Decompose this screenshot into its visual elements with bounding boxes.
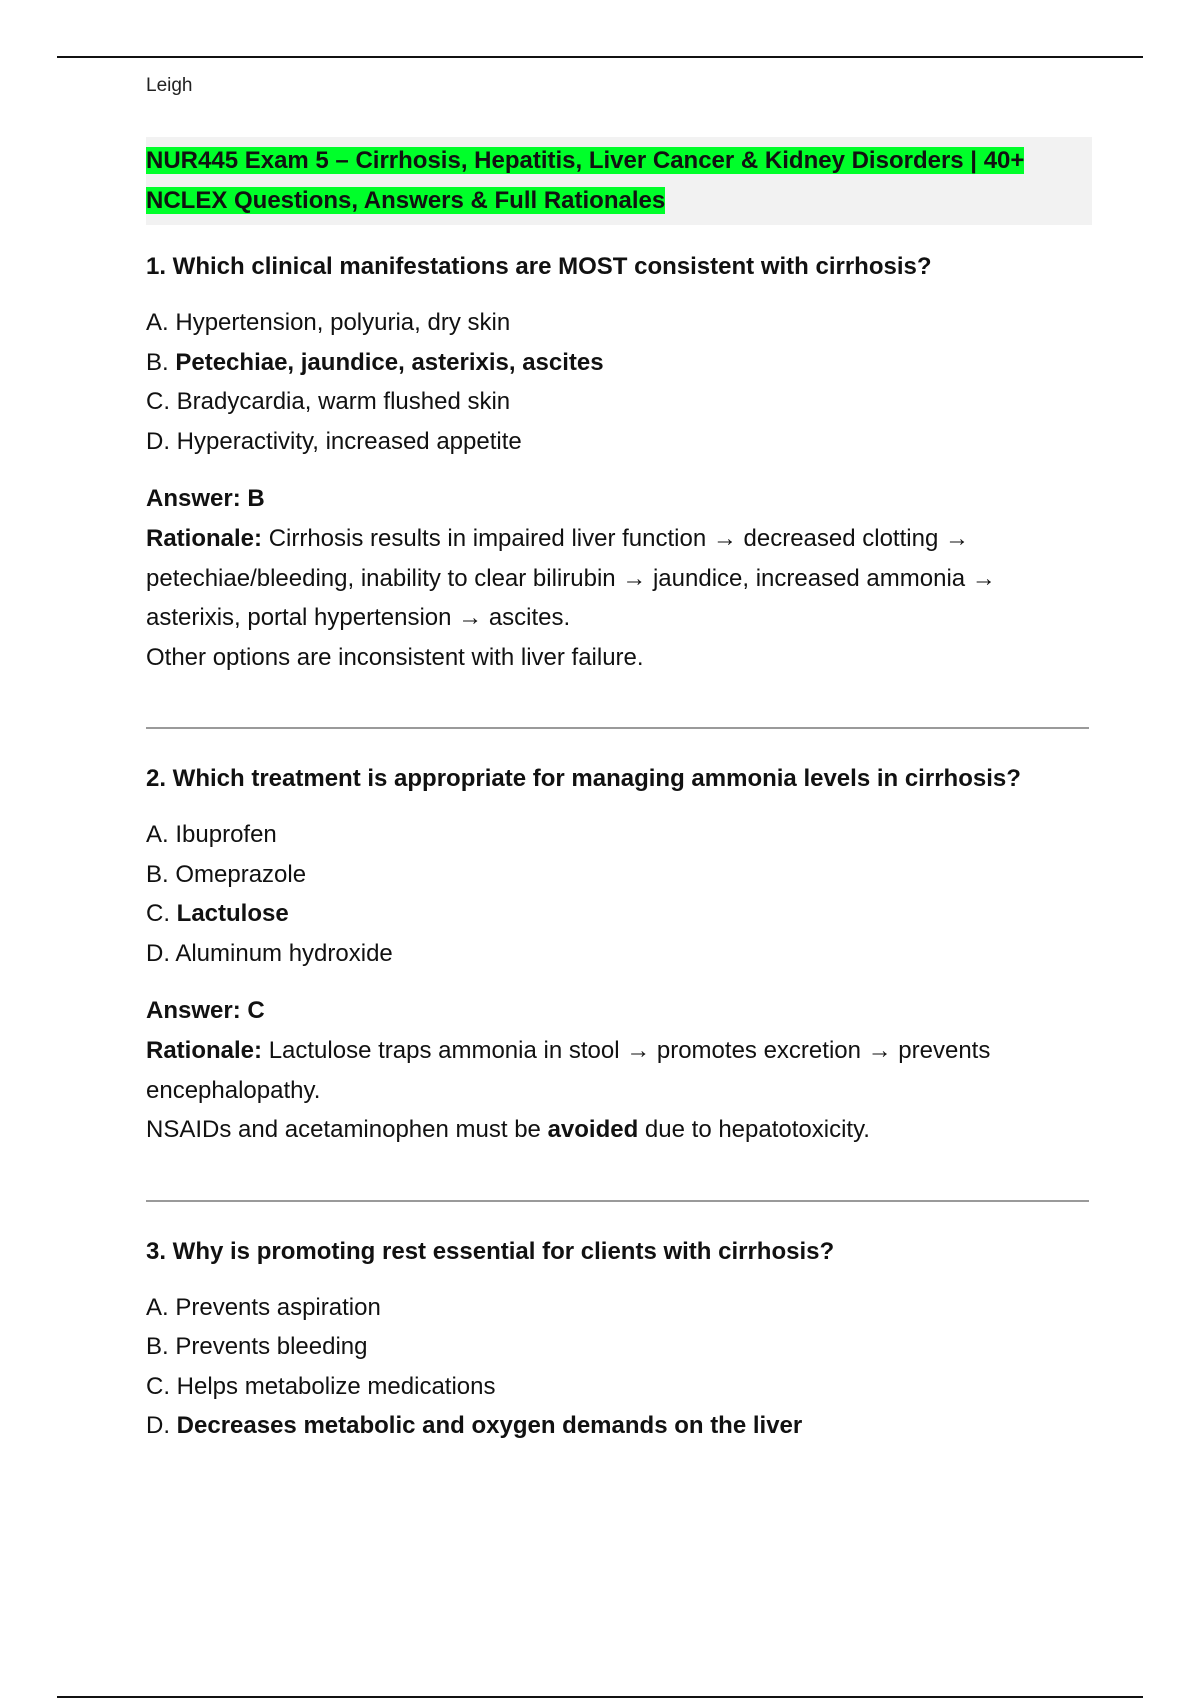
option-b: B. Omeprazole [146, 860, 307, 888]
option-a: A. Hypertension, polyuria, dry skin [146, 309, 511, 336]
option-b: B. Petechiae, jaundice, asterixis, ascites [146, 348, 604, 376]
section-divider [146, 727, 1089, 729]
option-d: D. Hyperactivity, increased appetite [146, 427, 522, 455]
option-c: C. Helps metabolize medications [146, 1372, 496, 1400]
answer-2: Answer: C [146, 997, 265, 1024]
option-d: D. Decreases metabolic and oxygen demands on the liver [146, 1412, 803, 1439]
rationale-label: Rationale: [146, 1037, 263, 1064]
header-rule [57, 56, 1143, 58]
title-line-1: NUR445 Exam 5 – Cirrhosis, Hepatitis, Liver Cancer & Kidney Disorders | 40+ [146, 147, 1025, 174]
question-1-options [146, 303, 1096, 461]
option-a: A. Prevents aspiration [146, 1293, 381, 1321]
option-c: C. Bradycardia, warm flushed skin [146, 388, 511, 415]
rationale-label: Rationale: [146, 525, 263, 552]
document-body [146, 70, 1096, 1446]
option-d: D. Aluminum hydroxide [146, 939, 393, 967]
author-name: Leigh [146, 75, 193, 96]
question-1: 1. Which clinical manifestations are MOST consistent with cirrhosis? [146, 253, 932, 280]
footer-rule [57, 1696, 1143, 1698]
option-c: C. Lactulose [146, 900, 289, 927]
title-line-2: NCLEX Questions, Answers & Full Rationales [146, 187, 666, 214]
question-3: 3. Why is promoting rest essential for clients with cirrhosis? [146, 1237, 835, 1265]
answer-1: Answer: B [146, 485, 265, 512]
option-b: B. Prevents bleeding [146, 1333, 368, 1360]
question-3-options [146, 1288, 1096, 1446]
document-title [146, 137, 1092, 225]
rationale-1: Rationale: Cirrhosis results in impaired liver function → decreased clotting → petechiae/bleeding, inability to clear bilirubin → jaundice, increased ammonia → asterixis, portal hypertension → ascites. Other options are inconsistent with liver failure. [146, 525, 996, 671]
rationale-2: Rationale: Lactulose traps ammonia in stool → promotes excretion → prevents encephalopathy. NSAIDs and acetaminophen must be avoided due to hepatotoxicity. [146, 1037, 991, 1143]
section-divider [146, 1200, 1089, 1202]
question-2: 2. Which treatment is appropriate for managing ammonia levels in cirrhosis? [146, 765, 1021, 792]
question-2-options [146, 815, 1096, 973]
option-a: A. Ibuprofen [146, 821, 277, 848]
